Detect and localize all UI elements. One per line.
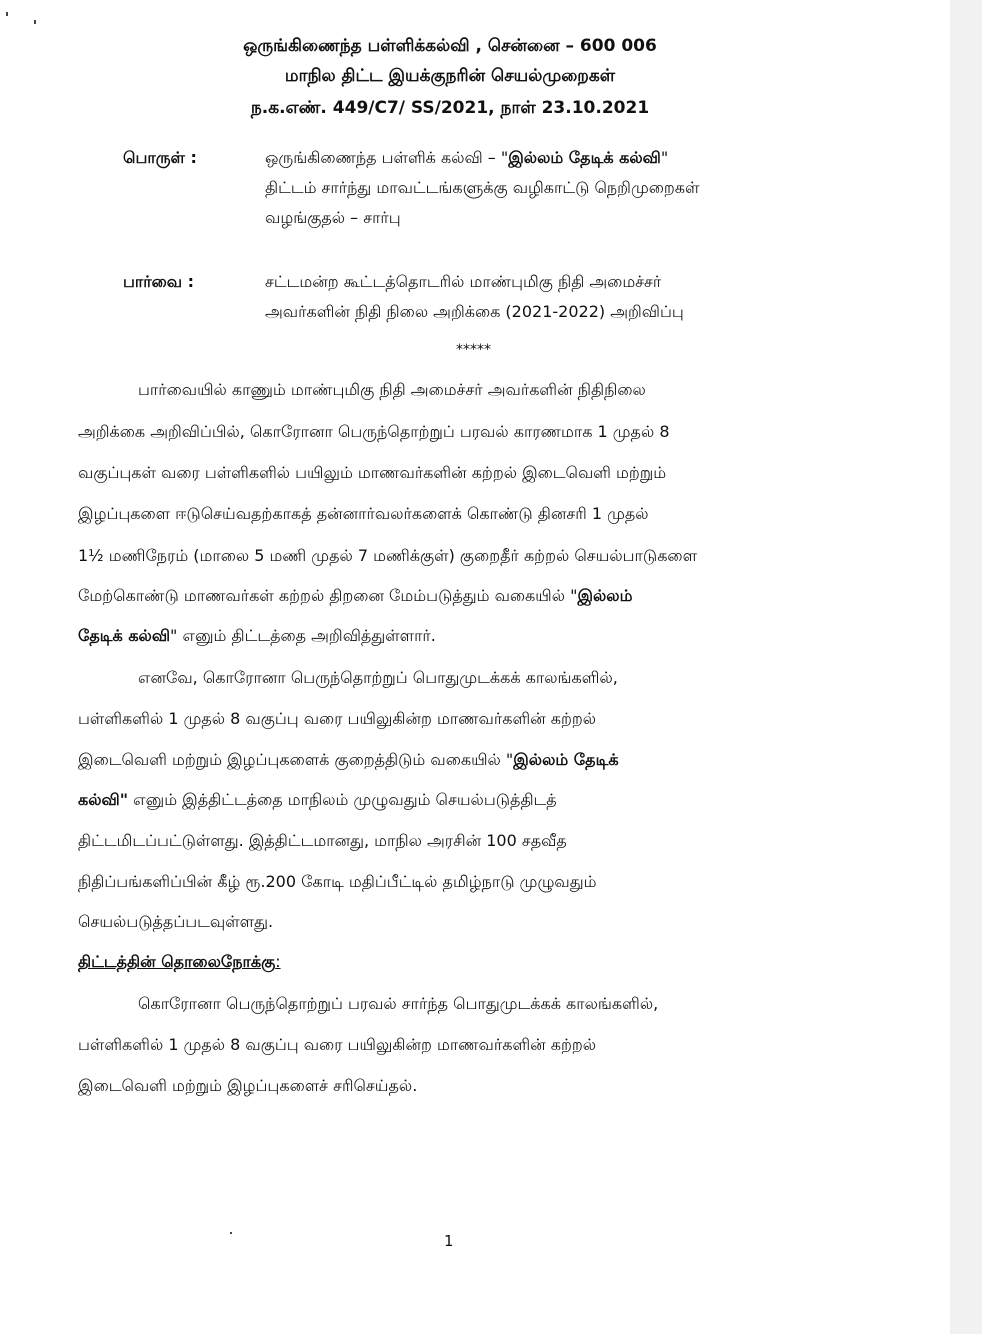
paragraph2-line: கல்வி" எனும் இத்திட்டத்தை மாநிலம் முழுவதும் செயல்படுத்திடத் <box>78 790 557 809</box>
paragraph1-line: தேடிக் கல்வி" எனும் திட்டத்தை அறிவித்துள்ளார். <box>78 626 436 645</box>
header-proceedings: மாநில திட்ட இயக்குநரின் செயல்முறைகள் <box>284 66 616 86</box>
reference-label: பார்வை : <box>123 272 195 291</box>
page-number: 1 <box>444 1232 454 1250</box>
reference-line: அவர்களின் நிதி நிலை அறிக்கை (2021-2022) அறிவிப்பு <box>265 302 684 321</box>
objective-line: இடைவெளி மற்றும் இழப்புகளைச் சரிசெய்தல். <box>78 1076 418 1095</box>
paragraph1-line: அறிக்கை அறிவிப்பில், கொரோனா பெருந்தொற்றுப் பரவல் காரணமாக 1 முதல் 8 <box>78 422 670 441</box>
paragraph2-line: நிதிப்பங்களிப்பின் கீழ் ரூ.200 கோடி மதிப்பீட்டில் தமிழ்நாடு முழுவதும் <box>78 872 597 891</box>
header-reference-number: ந.க.எண். 449/C7/ SS/2021, நாள் 23.10.2021 <box>250 98 650 118</box>
paragraph2-line: எனவே, கொரோனா பெருந்தொற்றுப் பொதுமுடக்கக் காலங்களில், <box>138 668 618 687</box>
paragraph1-line: 1½ மணிநேரம் (மாலை 5 மணி முதல் 7 மணிக்குள்) குறைதீர் கற்றல் செயல்பாடுகளை <box>78 546 697 565</box>
subject-line: திட்டம் சார்ந்து மாவட்டங்களுக்கு வழிகாட்டு நெறிமுறைகள் <box>265 178 700 197</box>
scan-speck <box>230 1232 232 1234</box>
separator: ***** <box>456 342 491 358</box>
header-office: ஒருங்கிணைந்த பள்ளிக்கல்வி , சென்னை – 600 006 <box>243 36 657 56</box>
paragraph2-line: இடைவெளி மற்றும் இழப்புகளைக் குறைத்திடும் வகையில் "இல்லம் தேடிக் <box>78 750 619 769</box>
paragraph1-line: பார்வையில் காணும் மாண்புமிகு நிதி அமைச்சர் அவர்களின் நிதிநிலை <box>138 380 646 399</box>
objective-heading: திட்டத்தின் தொலைநோக்கு: <box>78 952 281 971</box>
scan-speck <box>6 12 8 16</box>
subject-label: பொருள் : <box>123 148 197 167</box>
subject-line: வழங்குதல் – சார்பு <box>265 208 401 227</box>
paragraph1-line: வகுப்புகள் வரை பள்ளிகளில் பயிலும் மாணவர்களின் கற்றல் இடைவெளி மற்றும் <box>78 463 667 482</box>
subject-line: ஒருங்கிணைந்த பள்ளிக் கல்வி – "இல்லம் தேடிக் கல்வி" <box>265 148 669 167</box>
scan-speck <box>34 20 36 24</box>
paragraph1-line: மேற்கொண்டு மாணவர்கள் கற்றல் திறனை மேம்படுத்தும் வகையில் "இல்லம் <box>78 586 633 605</box>
paragraph2-line: திட்டமிடப்பட்டுள்ளது. இத்திட்டமானது, மாநில அரசின் 100 சதவீத <box>78 831 567 850</box>
viewer-margin <box>950 0 982 1334</box>
paragraph2-line: பள்ளிகளில் 1 முதல் 8 வகுப்பு வரை பயிலுகின்ற மாணவர்களின் கற்றல் <box>78 709 597 728</box>
reference-line: சட்டமன்ற கூட்டத்தொடரில் மாண்புமிகு நிதி அமைச்சர் <box>265 272 662 291</box>
paragraph1-line: இழப்புகளை ஈடுசெய்வதற்காகத் தன்னார்வலர்களைக் கொண்டு தினசரி 1 முதல் <box>78 504 649 523</box>
objective-line: பள்ளிகளில் 1 முதல் 8 வகுப்பு வரை பயிலுகின்ற மாணவர்களின் கற்றல் <box>78 1035 597 1054</box>
paragraph2-line: செயல்படுத்தப்படவுள்ளது. <box>78 912 274 931</box>
objective-line: கொரோனா பெருந்தொற்றுப் பரவல் சார்ந்த பொதுமுடக்கக் காலங்களில், <box>138 994 659 1013</box>
